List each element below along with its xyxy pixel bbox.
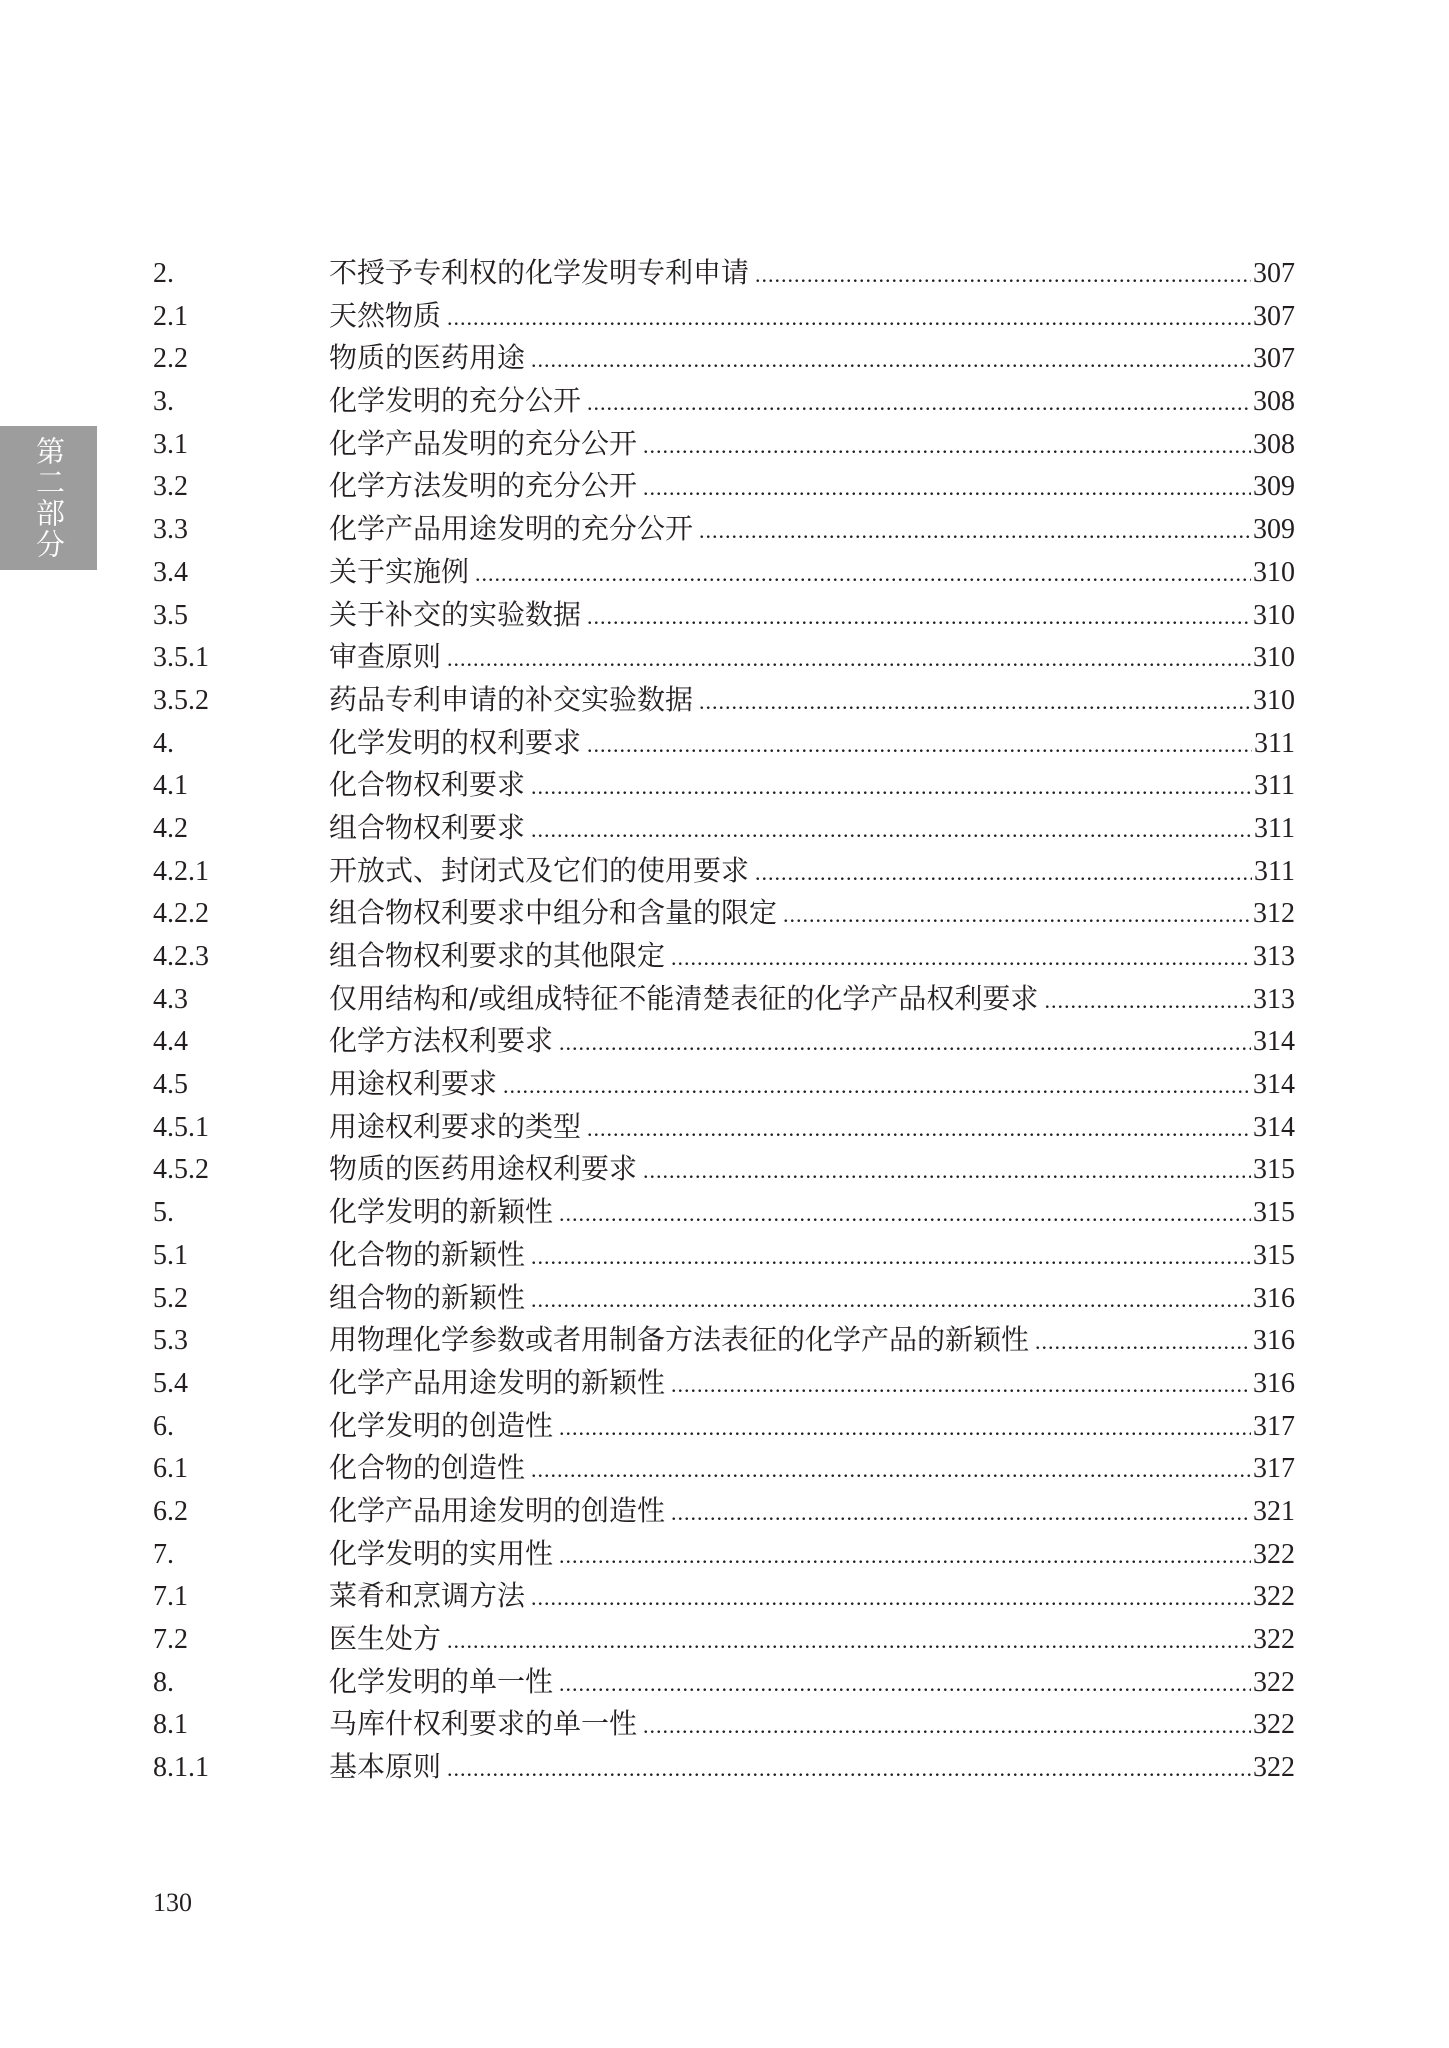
toc-entry-title: 审查原则: [329, 640, 442, 674]
toc-entry[interactable]: [153, 935, 1295, 978]
toc-entry-page: 316: [1253, 1325, 1295, 1357]
section-side-tab-label: 第二部分: [32, 436, 66, 560]
toc-entry-page: 311: [1254, 855, 1295, 887]
toc-entry-page: 322: [1253, 1581, 1295, 1613]
toc-entry-page: 314: [1253, 1069, 1295, 1101]
toc-entry-page: 312: [1253, 898, 1295, 930]
toc-dot-leader: [643, 1150, 1251, 1193]
toc-dot-leader: [587, 596, 1251, 639]
toc-entry[interactable]: [153, 1234, 1295, 1277]
toc-entry-number: 4.1: [153, 770, 188, 802]
toc-entry[interactable]: [153, 508, 1295, 551]
toc-entry-number: 3.2: [153, 471, 188, 503]
toc-entry-number: 2.1: [153, 300, 188, 332]
toc-entry-page: 310: [1253, 599, 1295, 631]
toc-entry-title: 化学方法发明的充分公开: [329, 469, 638, 503]
toc-entry-page: 310: [1253, 684, 1295, 716]
toc-entry-page: 307: [1253, 343, 1295, 375]
toc-dot-leader: [671, 1492, 1251, 1535]
toc-entry[interactable]: [153, 764, 1295, 807]
toc-entry-number: 7.: [153, 1538, 174, 1570]
toc-entry[interactable]: [153, 892, 1295, 935]
toc-entry-title: 基本原则: [329, 1750, 442, 1784]
toc-entry-number: 6.1: [153, 1453, 188, 1485]
toc-entry-title: 化学发明的新颖性: [329, 1195, 554, 1229]
toc-entry-title: 不授予专利权的化学发明专利申请: [329, 256, 750, 289]
toc-entry-title: 物质的医药用途权利要求: [329, 1152, 638, 1186]
toc-entry-number: 6.2: [153, 1495, 188, 1527]
toc-entry-page: 322: [1253, 1709, 1295, 1741]
toc-entry-number: 5.3: [153, 1325, 188, 1357]
toc-entry-title: 组合物权利要求的其他限定: [329, 939, 666, 972]
toc-entry-page: 311: [1254, 727, 1295, 759]
toc-entry-number: 4.2.1: [153, 855, 209, 887]
toc-entry-title: 化学发明的创造性: [329, 1408, 554, 1442]
toc-entry-number: 5.1: [153, 1239, 188, 1271]
toc-entry-title: 组合物权利要求: [329, 810, 526, 844]
toc-dot-leader: [755, 254, 1251, 297]
toc-entry-number: 5.4: [153, 1367, 188, 1399]
toc-dot-leader: [1035, 1321, 1251, 1364]
toc-dot-leader: [643, 1705, 1251, 1748]
toc-entry[interactable]: [153, 807, 1295, 850]
toc-dot-leader: [1044, 980, 1251, 1023]
toc-dot-leader: [447, 638, 1251, 681]
toc-entry-title: 仅用结构和/或组成特征不能清楚表征的化学产品权利要求: [329, 981, 1039, 1015]
toc-entry-title: 化学产品用途发明的创造性: [329, 1493, 666, 1527]
toc-dot-leader: [559, 1407, 1251, 1450]
toc-entry-page: 309: [1253, 471, 1295, 503]
toc-entry-number: 4.: [153, 727, 174, 759]
section-side-tab: [0, 426, 97, 570]
toc-entry-number: 3.1: [153, 428, 188, 460]
toc-entry-title: 化合物的创造性: [329, 1451, 526, 1485]
toc-dot-leader: [671, 937, 1251, 980]
toc-entry-number: 3.5.2: [153, 684, 209, 716]
toc-entry-page: 313: [1253, 941, 1295, 972]
toc-entry-number: 4.2.2: [153, 898, 209, 930]
toc-entry-number: 4.2.3: [153, 941, 209, 972]
toc-entry-page: 308: [1253, 386, 1295, 418]
toc-entry-title: 组合物权利要求中组分和含量的限定: [329, 896, 778, 930]
toc-entry[interactable]: [153, 1319, 1295, 1362]
toc-dot-leader: [587, 1108, 1251, 1151]
toc-entry-page: 309: [1253, 514, 1295, 546]
toc-entry[interactable]: [153, 978, 1295, 1021]
toc-entry-title: 菜肴和烹调方法: [329, 1579, 526, 1613]
toc-entry-page: 322: [1253, 1752, 1295, 1784]
toc-entry-title: 用途权利要求的类型: [329, 1109, 582, 1143]
toc-dot-leader: [531, 809, 1252, 852]
toc-entry-page: 313: [1253, 983, 1295, 1015]
toc-dot-leader: [643, 425, 1251, 468]
toc-dot-leader: [559, 1022, 1251, 1065]
toc-entry-page: 311: [1254, 812, 1295, 844]
toc-entry-page: 316: [1253, 1282, 1295, 1314]
toc-entry-page: 322: [1253, 1538, 1295, 1570]
toc-entry[interactable]: [153, 295, 1295, 338]
toc-entry[interactable]: [153, 1362, 1295, 1405]
toc-entry-title: 化学发明的实用性: [329, 1536, 554, 1570]
toc-entry-page: 317: [1253, 1410, 1295, 1442]
toc-entry-number: 4.5: [153, 1069, 188, 1101]
toc-entry[interactable]: [153, 679, 1295, 722]
toc-entry-page: 315: [1253, 1197, 1295, 1229]
toc-entry-title: 化学发明的充分公开: [329, 384, 582, 418]
toc-dot-leader: [447, 1620, 1251, 1663]
toc-entry[interactable]: [153, 1191, 1295, 1234]
toc-entry-page: 310: [1253, 556, 1295, 588]
toc-entry[interactable]: [153, 594, 1295, 637]
toc-entry-page: 314: [1253, 1111, 1295, 1143]
toc-dot-leader: [559, 1193, 1251, 1236]
toc-entry-title: 化合物权利要求: [329, 768, 526, 802]
toc-entry[interactable]: [153, 1490, 1295, 1533]
toc-dot-leader: [531, 1279, 1251, 1322]
toc-entry[interactable]: [153, 1447, 1295, 1490]
toc-entry[interactable]: [153, 380, 1295, 423]
toc-entry[interactable]: [153, 850, 1295, 893]
toc-entry[interactable]: [153, 337, 1295, 380]
toc-entry-page: 315: [1253, 1239, 1295, 1271]
toc-entry-title: 物质的医药用途: [329, 341, 526, 375]
toc-dot-leader: [643, 467, 1251, 510]
toc-entry[interactable]: [153, 551, 1295, 594]
toc-entry-page: 317: [1253, 1453, 1295, 1485]
toc-entry-title: 药品专利申请的补交实验数据: [329, 682, 694, 716]
toc-dot-leader: [531, 1236, 1251, 1279]
toc-entry-title: 化学发明的单一性: [329, 1664, 554, 1698]
toc-entry-number: 3.3: [153, 514, 188, 546]
toc-entry[interactable]: [153, 1575, 1295, 1618]
toc-entry-page: 307: [1253, 258, 1295, 289]
toc-entry[interactable]: [153, 1405, 1295, 1448]
toc-entry-number: 3.: [153, 386, 174, 418]
toc-entry-number: 7.1: [153, 1581, 188, 1613]
toc-dot-leader: [559, 1663, 1251, 1706]
toc-entry[interactable]: [153, 423, 1295, 466]
toc-dot-leader: [503, 1065, 1251, 1108]
toc-entry-page: 315: [1253, 1154, 1295, 1186]
toc-entry-number: 8.1: [153, 1709, 188, 1741]
toc-entry-number: 3.4: [153, 556, 188, 588]
toc-dot-leader: [671, 1364, 1251, 1407]
toc-entry[interactable]: [153, 1661, 1295, 1704]
toc-entry-page: 314: [1253, 1026, 1295, 1058]
table-of-contents: [153, 252, 1295, 1789]
toc-dot-leader: [531, 339, 1251, 382]
toc-entry-number: 2.2: [153, 343, 188, 375]
toc-dot-leader: [447, 1748, 1251, 1791]
toc-entry-title: 组合物的新颖性: [329, 1280, 526, 1314]
toc-entry-title: 化合物的新颖性: [329, 1237, 526, 1271]
toc-entry-title: 开放式、封闭式及它们的使用要求: [329, 853, 750, 887]
toc-entry-title: 化学发明的权利要求: [329, 725, 582, 759]
toc-entry-title: 化学产品发明的充分公开: [329, 426, 638, 460]
toc-entry-title: 化学方法权利要求: [329, 1024, 554, 1058]
toc-entry-page: 321: [1253, 1495, 1295, 1527]
toc-entry-title: 用途权利要求: [329, 1067, 498, 1101]
toc-entry-title: 马库什权利要求的单一性: [329, 1707, 638, 1741]
toc-dot-leader: [447, 297, 1251, 340]
toc-entry-title: 天然物质: [329, 298, 442, 332]
toc-entry-number: 7.2: [153, 1624, 188, 1655]
toc-entry[interactable]: [153, 1533, 1295, 1576]
toc-dot-leader: [531, 1577, 1251, 1620]
toc-entry[interactable]: [153, 1746, 1295, 1789]
toc-entry-page: 307: [1253, 300, 1295, 332]
toc-entry-number: 4.2: [153, 812, 188, 844]
toc-entry-number: 3.5.1: [153, 642, 209, 674]
toc-entry-title: 医生处方: [329, 1622, 442, 1655]
toc-entry-number: 6.: [153, 1410, 174, 1442]
toc-dot-leader: [699, 681, 1251, 724]
toc-entry-page: 310: [1253, 642, 1295, 674]
toc-entry[interactable]: [153, 252, 1295, 295]
toc-entry[interactable]: [153, 1148, 1295, 1191]
toc-entry[interactable]: [153, 1106, 1295, 1149]
toc-entry-number: 5.: [153, 1197, 174, 1229]
toc-entry-title: 化学产品用途发明的充分公开: [329, 512, 694, 546]
toc-dot-leader: [783, 894, 1251, 937]
toc-entry-title: 用物理化学参数或者用制备方法表征的化学产品的新颖性: [329, 1323, 1030, 1357]
toc-entry-title: 关于实施例: [329, 554, 470, 588]
toc-entry-number: 4.3: [153, 983, 188, 1015]
toc-entry[interactable]: [153, 1063, 1295, 1106]
toc-entry-title: 化学产品用途发明的新颖性: [329, 1365, 666, 1399]
toc-dot-leader: [559, 1535, 1251, 1578]
toc-entry[interactable]: [153, 1618, 1295, 1661]
toc-entry[interactable]: [153, 1277, 1295, 1320]
toc-dot-leader: [587, 724, 1252, 767]
toc-entry[interactable]: [153, 1703, 1295, 1746]
toc-entry-number: 4.4: [153, 1026, 188, 1058]
toc-dot-leader: [531, 1449, 1251, 1492]
toc-entry-page: 322: [1253, 1624, 1295, 1655]
toc-entry-number: 2.: [153, 258, 174, 289]
toc-entry-number: 8.1.1: [153, 1752, 209, 1784]
toc-dot-leader: [531, 766, 1252, 809]
toc-entry-number: 8.: [153, 1666, 174, 1698]
toc-entry-number: 4.5.1: [153, 1111, 209, 1143]
toc-dot-leader: [587, 382, 1251, 425]
toc-entry-page: 322: [1253, 1666, 1295, 1698]
toc-entry[interactable]: [153, 1020, 1295, 1063]
toc-entry[interactable]: [153, 722, 1295, 765]
toc-entry-page: 308: [1253, 428, 1295, 460]
toc-entry-number: 4.5.2: [153, 1154, 209, 1186]
toc-dot-leader: [755, 852, 1252, 895]
toc-entry-number: 3.5: [153, 599, 188, 631]
toc-entry-number: 5.2: [153, 1282, 188, 1314]
toc-dot-leader: [475, 553, 1251, 596]
toc-dot-leader: [699, 510, 1251, 553]
toc-entry-page: 311: [1254, 770, 1295, 802]
toc-entry-title: 关于补交的实验数据: [329, 597, 582, 631]
toc-entry-page: 316: [1253, 1367, 1295, 1399]
toc-entry[interactable]: [153, 465, 1295, 508]
page-number: 130: [153, 1888, 192, 1917]
toc-entry[interactable]: [153, 636, 1295, 679]
